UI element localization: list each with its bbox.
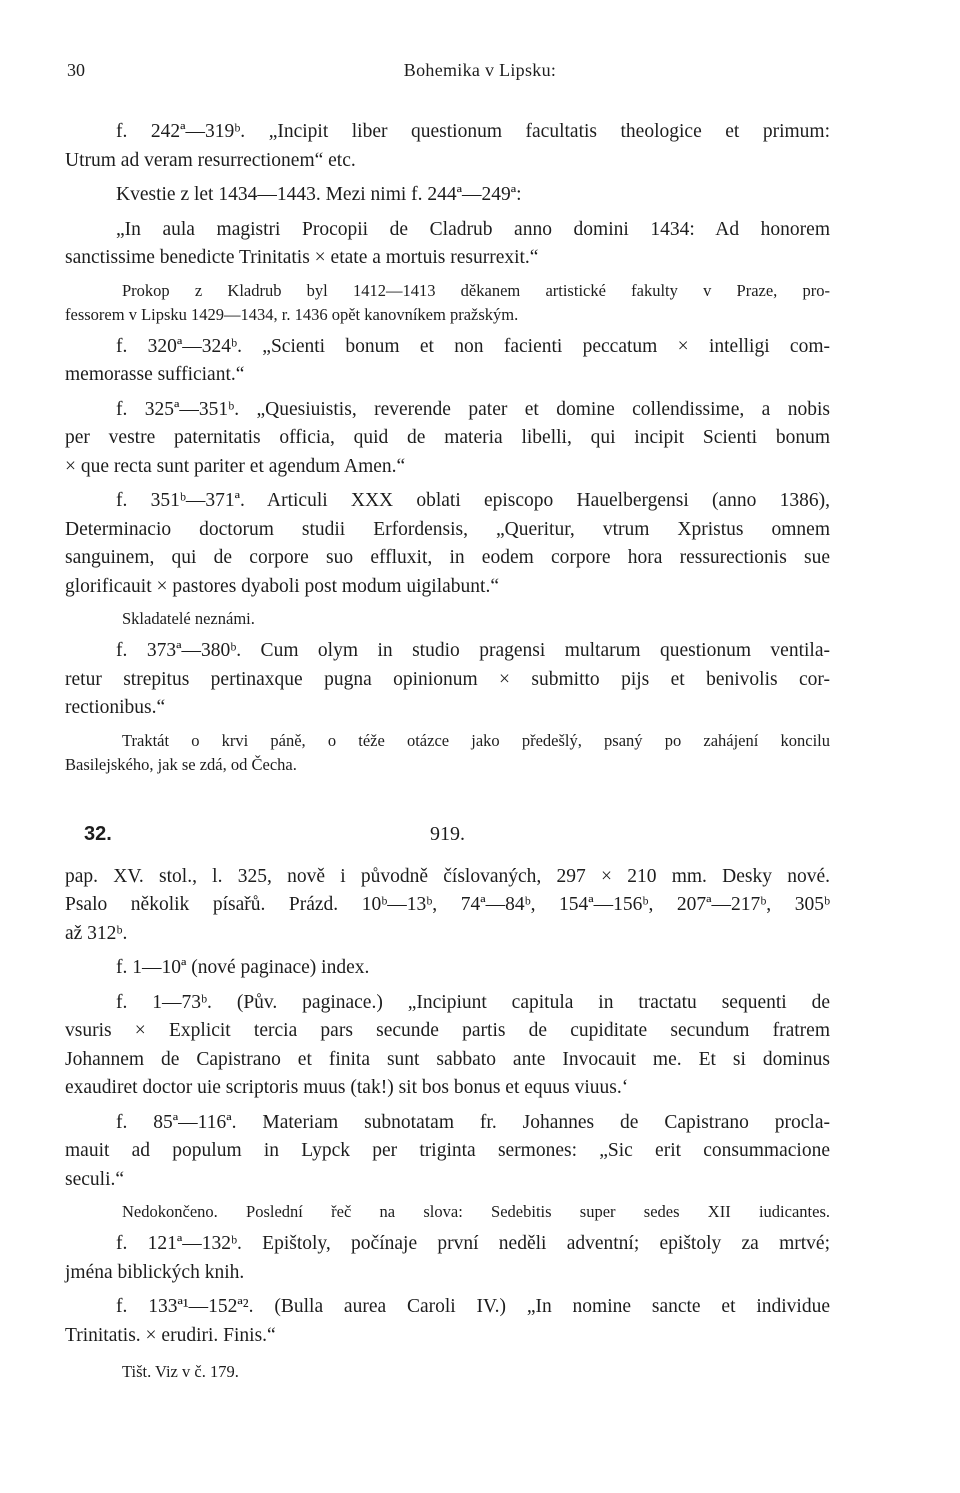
page-number: 30 xyxy=(67,60,85,80)
paragraph xyxy=(65,181,830,210)
text-line: f. 325ª—351ᵇ. „Quesiuistis, reverende pater et domine collendissime, a nobis xyxy=(116,398,830,420)
entry-heading xyxy=(65,819,830,859)
text-line: retur strepitus pertinaxque pugna opinionum × submitto pijs et benivolis cor- xyxy=(65,668,830,690)
entry-32-description xyxy=(65,863,830,1351)
text-line: Traktát o krvi páně, o téže otázce jako předešlý, psaný po zahájení koncilu xyxy=(122,730,830,750)
paragraph xyxy=(65,118,830,175)
text-line: Psalo několik písařů. Prázd. 10ᵇ—13ᵇ, 74ª—84ᵇ, 154ª—156ᵇ, 207ª—217ᵇ, 305ᵇ xyxy=(65,894,830,915)
text-line: sanguinem, qui de corpore suo effluxit, in eodem corpore hora ressurectionis sue xyxy=(65,547,830,568)
text-line: f. 121ª—132ᵇ. Epištoly, počínaje první neděli adventní; epištoly za mrtvé; xyxy=(116,1233,830,1254)
text-line: Trinitatis. × erudiri. Finis.“ xyxy=(65,1324,276,1346)
text-line: f. 320ª—324ᵇ. „Scienti bonum et non facienti peccatum × intelligi com- xyxy=(116,335,830,357)
text-line: per vestre paternitatis officia, quid de materia libelli, qui incipit Scienti bonum xyxy=(65,427,830,448)
text-line: mauit ad populum in Lypck per triginta sermones: „Sic erit consummacione xyxy=(65,1140,830,1161)
text-line: sanctissime benedicte Trinitatis × etate a mortuis resurrexit.“ xyxy=(65,247,539,268)
text-line: pap. XV. stol., l. 325, nově i původně číslovaných, 297 × 210 mm. Desky nové. xyxy=(65,865,830,887)
text-line: memorasse sufficiant.“ xyxy=(65,364,245,385)
text-line: f. 1—10ª (nové paginace) index. xyxy=(116,957,370,978)
paragraph xyxy=(65,333,830,390)
text-line: exaudiret doctor uie scriptoris muus (tak!) sit bos bonus et equus viuus.‘ xyxy=(65,1077,629,1098)
text-line: fessorem v Lipsku 1429—1434, r. 1436 opět kanovníkem pražským. xyxy=(65,304,519,324)
text-line: glorificauit × pastores dyaboli post modum uigilabunt.“ xyxy=(65,575,499,597)
text-line: Skladatelé neznámi. xyxy=(122,609,255,628)
paragraph xyxy=(65,637,830,723)
text-line: f. 1—73ᵇ. (Pův. paginace.) „Incipiunt capitula in tractatu sequenti de xyxy=(116,991,830,1013)
text-line: „In aula magistri Procopii de Cladrub anno domini 1434: Ad honorem xyxy=(116,218,830,240)
paragraph xyxy=(65,1109,830,1195)
text-line: seculi.“ xyxy=(65,1168,125,1190)
text-line: f. 373ª—380ᵇ. Cum olym in studio pragensi multarum questionum ventila- xyxy=(116,640,830,661)
text-line: f. 242ª—319ᵇ. „Incipit liber questionum facultatis theologice et primum: xyxy=(116,121,830,142)
entry-31-continuation xyxy=(65,118,830,777)
text-line: f. 351ᵇ—371ª. Articuli XXX oblati episcopo Hauelbergensi (anno 1386), xyxy=(116,490,830,511)
footer-note: Tišt. Viz v č. 179. xyxy=(122,1362,239,1381)
text-line: f. 85ª—116ª. Materiam subnotatam fr. Johannes de Capistrano procla- xyxy=(116,1111,830,1133)
editor-note xyxy=(65,607,830,631)
editor-note xyxy=(65,279,830,327)
entry-number: 32. xyxy=(84,822,112,845)
text-line: až 312ᵇ. xyxy=(65,922,128,944)
paragraph xyxy=(65,954,830,983)
paragraph xyxy=(65,989,830,1103)
text-line: Basilejského, jak se zdá, od Čecha. xyxy=(65,754,297,774)
paragraph xyxy=(65,1230,830,1287)
paragraph xyxy=(65,487,830,601)
paragraph xyxy=(65,216,830,273)
text-line: Utrum ad veram resurrectionem“ etc. xyxy=(65,149,356,171)
text-line: Prokop z Kladrub byl 1412—1413 děkanem artistické fakulty v Praze, pro- xyxy=(122,280,830,300)
editor-note xyxy=(65,1200,830,1224)
text-line: Nedokončeno. Poslední řeč na slova: Sedebitis super sedes XII iudicantes. xyxy=(122,1202,830,1221)
paragraph xyxy=(65,1293,830,1350)
text-line: rectionibus.“ xyxy=(65,697,166,718)
text-line: Determinacio doctorum studii Erfordensis, „Queritur, vtrum Xpristus omnem xyxy=(65,518,830,540)
paragraph xyxy=(65,863,830,949)
text-line: vsuris × Explicit tercia pars secunde partis de cupiditate secundum fratrem xyxy=(65,1020,830,1041)
text-line: Johannem de Capistrano et finita sunt sabbato ante Invocauit me. Et si dominus xyxy=(65,1048,830,1070)
paragraph xyxy=(65,396,830,482)
text-line: f. 133ª¹—152ª². (Bulla aurea Caroli IV.) „In nomine sancte et individue xyxy=(116,1296,830,1317)
editor-note xyxy=(65,729,830,777)
page-body xyxy=(65,118,830,1384)
entry-shelfmark: 919. xyxy=(430,822,465,845)
running-head xyxy=(0,60,960,90)
running-title: Bohemika v Lipsku: xyxy=(403,60,557,80)
text-line: × que recta sunt pariter et agendum Amen.“ xyxy=(65,455,406,477)
text-line: Kvestie z let 1434—1443. Mezi nimi f. 244ª—249ª: xyxy=(116,184,522,205)
text-line: jména biblických knih. xyxy=(65,1261,245,1283)
